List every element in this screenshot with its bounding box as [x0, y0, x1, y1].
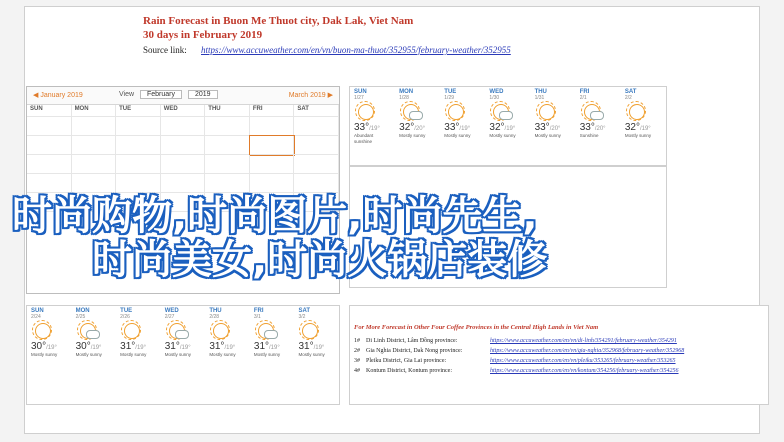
- more-forecast-list: [354, 336, 768, 376]
- calendar-day-cell[interactable]: [294, 117, 339, 136]
- calendar-day-cell[interactable]: [205, 193, 250, 212]
- calendar-day-cell[interactable]: [250, 117, 295, 136]
- high-temp: 33°: [579, 122, 595, 133]
- calendar-day-cell[interactable]: [27, 174, 72, 193]
- month-calendar: [26, 86, 340, 294]
- forecast-day[interactable]: [395, 87, 440, 165]
- item-place: Gia Nghia District, Dak Nong province:: [366, 348, 463, 354]
- forecast-day-name: FRI: [253, 308, 264, 314]
- forecast-temp: [298, 341, 335, 352]
- page-title: Rain Forecast in Buon Me Thuot city, Dak Lak, Viet Nam: [143, 15, 414, 27]
- forecast-day-name: WED: [489, 89, 504, 95]
- forecast-date: 2/25: [75, 314, 86, 320]
- low-temp: /20°: [549, 126, 561, 132]
- item-number: 1#: [354, 338, 360, 344]
- forecast-day[interactable]: [485, 87, 530, 165]
- forecast-day-name: SUN: [354, 89, 367, 95]
- partly-sunny-icon: [584, 104, 600, 120]
- day-header: THU: [205, 105, 250, 117]
- partly-sunny-icon: [493, 104, 509, 120]
- partly-sunny-icon: [80, 323, 96, 339]
- low-temp: /19°: [90, 345, 102, 351]
- sunny-icon: [124, 323, 140, 339]
- sunny-icon: [539, 104, 555, 120]
- item-link[interactable]: https://www.accuweather.com/en/vn/gia-nghia/352968/february-weather/352968: [490, 348, 685, 354]
- forecast-temp: [535, 122, 572, 133]
- partly-sunny-icon: [169, 323, 185, 339]
- low-temp: /20°: [414, 126, 426, 132]
- forecast-temp: [580, 122, 617, 133]
- calendar-day-cell[interactable]: [294, 136, 339, 155]
- calendar-day-cell[interactable]: [161, 117, 206, 136]
- calendar-day-cell[interactable]: [116, 193, 161, 212]
- forecast-temp: [120, 341, 157, 352]
- low-temp: /20°: [594, 126, 606, 132]
- low-temp: /19°: [135, 345, 147, 351]
- low-temp: /19°: [369, 126, 380, 132]
- forecast-desc: Mostly sunny: [489, 133, 516, 138]
- calendar-day-cell[interactable]: [161, 136, 206, 155]
- calendar-day-cell[interactable]: [205, 155, 250, 174]
- forecast-desc: Sunshine: [579, 133, 599, 138]
- calendar-day-cell[interactable]: [161, 155, 206, 174]
- forecast-temp: [31, 341, 68, 352]
- partly-sunny-icon: [403, 104, 419, 120]
- overlay-text-line2: 时尚美女,时尚火锅店装修: [92, 237, 548, 283]
- calendar-day-cell[interactable]: [116, 155, 161, 174]
- forecast-date: 1/31: [534, 95, 545, 101]
- calendar-day-cell[interactable]: [116, 174, 161, 193]
- forecast-panel-middle: [349, 166, 667, 288]
- calendar-nav-bar: [27, 87, 339, 105]
- source-line: [143, 42, 511, 58]
- sunny-icon: [302, 323, 318, 339]
- low-temp: /19°: [46, 345, 57, 351]
- low-temp: /19°: [179, 345, 191, 351]
- forecast-temp: [165, 341, 202, 352]
- forecast-temp: [76, 341, 113, 352]
- partly-sunny-icon: [258, 323, 274, 339]
- high-temp: 33°: [354, 122, 370, 133]
- calendar-day-cell[interactable]: [72, 174, 117, 193]
- forecast-day-name: SUN: [31, 308, 44, 314]
- calendar-day-cell[interactable]: [250, 193, 295, 212]
- day-header: MON: [72, 105, 117, 117]
- calendar-day-cell[interactable]: [72, 193, 117, 212]
- calendar-day-cell[interactable]: [294, 174, 339, 193]
- low-temp: /19°: [504, 126, 516, 132]
- forecast-date: 2/24: [31, 314, 41, 320]
- more-forecast-box: [349, 305, 769, 405]
- view-controls: [119, 90, 218, 99]
- forecast-date: 2/28: [209, 314, 220, 320]
- forecast-day-name: MON: [399, 89, 414, 95]
- source-label: Source link:: [143, 45, 187, 55]
- forecast-desc: Abundant sunshine: [354, 133, 374, 144]
- sunny-icon: [35, 323, 51, 339]
- forecast-desc: Mostly sunny: [164, 352, 191, 357]
- forecast-day[interactable]: [205, 306, 250, 404]
- calendar-day-cell[interactable]: [250, 155, 295, 174]
- calendar-day-cell[interactable]: [161, 174, 206, 193]
- forecast-desc: Mostly sunny: [120, 352, 147, 357]
- item-number: 4#: [354, 368, 360, 374]
- forecast-date: 3/2: [298, 314, 306, 320]
- page-subtitle: 30 days in February 2019: [143, 29, 263, 41]
- item-link[interactable]: https://www.accuweather.com/en/vn/pleiku/353265/february-weather/353265: [490, 358, 676, 364]
- sunny-icon: [629, 104, 645, 120]
- overlay-text-line1: 时尚购物,时尚图片,时尚先生,: [12, 193, 538, 239]
- forecast-date: 1/30: [489, 95, 500, 101]
- forecast-panel-bottom: [26, 305, 340, 405]
- forecast-day-name: THU: [209, 308, 222, 314]
- calendar-day-cell[interactable]: [161, 193, 206, 212]
- forecast-desc: Mostly sunny: [444, 133, 471, 138]
- calendar-day-cell[interactable]: [205, 117, 250, 136]
- more-forecast-title: For More Forecast in Other Four Coffee Provinces in the Central High Lands in Viet Nam: [354, 324, 599, 331]
- high-temp: 33°: [444, 122, 460, 133]
- next-month-link[interactable]: March 2019 ▶: [288, 92, 333, 99]
- calendar-day-cell[interactable]: [72, 155, 117, 174]
- low-temp: /19°: [459, 126, 471, 132]
- view-label: View: [119, 91, 135, 98]
- forecast-row: [350, 87, 666, 165]
- low-temp: /19°: [224, 345, 236, 351]
- calendar-day-cell[interactable]: [27, 136, 72, 155]
- calendar-grid: [27, 105, 339, 212]
- high-temp: 32°: [399, 122, 415, 133]
- forecast-day-name: WED: [164, 308, 179, 314]
- item-number: 3#: [354, 358, 360, 364]
- day-header: FRI: [250, 105, 295, 117]
- forecast-date: 2/27: [164, 314, 175, 320]
- forecast-date: 2/2: [624, 95, 632, 101]
- forecast-temp: [354, 122, 391, 133]
- forecast-day[interactable]: [350, 87, 395, 165]
- item-number: 2#: [354, 348, 360, 354]
- forecast-date: 2/1: [579, 95, 587, 101]
- calendar-day-cell[interactable]: [250, 174, 295, 193]
- forecast-day-name: THU: [534, 89, 547, 95]
- forecast-temp: [489, 122, 526, 133]
- forecast-day[interactable]: [576, 87, 621, 165]
- day-header: SAT: [294, 105, 339, 117]
- forecast-day-name: SAT: [298, 308, 311, 314]
- forecast-day-name: MON: [75, 308, 90, 314]
- forecast-day[interactable]: [72, 306, 117, 404]
- item-link[interactable]: https://www.accuweather.com/en/vn/di-linh/354291/february-weather/354291: [490, 338, 677, 344]
- calendar-day-cell[interactable]: [294, 155, 339, 174]
- year-select[interactable]: 2019: [188, 90, 218, 99]
- high-temp: 31°: [209, 341, 225, 352]
- calendar-day-cell[interactable]: [205, 174, 250, 193]
- forecast-date: 1/27: [354, 95, 364, 101]
- forecast-day-name: TUE: [444, 89, 457, 95]
- high-temp: 31°: [253, 341, 270, 352]
- forecast-temp: [444, 122, 481, 133]
- item-place: Pleiku District, Gia Lai province:: [366, 358, 447, 364]
- item-place: Di Linh District, Lâm Đồng province:: [366, 338, 458, 344]
- forecast-day-name: SAT: [624, 89, 637, 95]
- high-temp: 31°: [120, 341, 136, 352]
- forecast-day[interactable]: [621, 87, 666, 165]
- forecast-desc: Mostly sunny: [253, 352, 281, 357]
- high-temp: 30°: [75, 341, 91, 352]
- source-link[interactable]: https://www.accuweather.com/en/vn/buon-ma-thuot/352955/february-weather/352955: [201, 45, 511, 55]
- more-forecast-item: [354, 366, 768, 376]
- forecast-row: [27, 306, 339, 404]
- calendar-day-cell[interactable]: [205, 136, 250, 155]
- forecast-day[interactable]: [531, 87, 576, 165]
- forecast-day[interactable]: [440, 87, 485, 165]
- more-forecast-item: [354, 336, 768, 346]
- forecast-date: 2/26: [120, 314, 130, 320]
- forecast-date: 1/28: [399, 95, 409, 101]
- low-temp: /19°: [269, 345, 280, 351]
- forecast-desc: Mostly sunny: [75, 352, 102, 357]
- calendar-day-cell[interactable]: [116, 136, 161, 155]
- forecast-desc: Mostly sunny: [534, 133, 561, 138]
- forecast-day[interactable]: [250, 306, 295, 404]
- item-link[interactable]: https://www.accuweather.com/en/vn/kontum/354256/february-weather/354256: [490, 368, 679, 374]
- forecast-day-name: FRI: [579, 89, 590, 95]
- item-place: Kontum District, Kontum province:: [366, 368, 452, 374]
- calendar-day-cell[interactable]: [27, 193, 72, 212]
- high-temp: 33°: [534, 122, 550, 133]
- forecast-temp: [254, 341, 291, 352]
- high-temp: 30°: [31, 341, 47, 352]
- sunny-icon: [213, 323, 229, 339]
- forecast-date: 1/29: [444, 95, 455, 101]
- high-temp: 32°: [489, 122, 505, 133]
- calendar-day-cell[interactable]: [72, 136, 117, 155]
- forecast-day[interactable]: [27, 306, 72, 404]
- low-temp: /19°: [639, 126, 651, 132]
- forecast-desc: Mostly sunny: [624, 133, 652, 138]
- month-select[interactable]: February: [140, 90, 182, 99]
- calendar-day-cell[interactable]: [116, 117, 161, 136]
- forecast-desc: Mostly sunny: [298, 352, 325, 357]
- high-temp: 31°: [298, 341, 314, 352]
- forecast-header: [143, 14, 511, 58]
- more-forecast-item: [354, 356, 768, 366]
- sunny-icon: [358, 104, 374, 120]
- forecast-temp: [209, 341, 246, 352]
- day-header: WED: [161, 105, 206, 117]
- forecast-desc: Mostly sunny: [399, 133, 426, 138]
- forecast-date: 3/1: [253, 314, 261, 320]
- low-temp: /19°: [313, 345, 325, 351]
- calendar-day-cell[interactable]: [27, 155, 72, 174]
- forecast-desc: Mostly sunny: [31, 352, 58, 357]
- forecast-temp: [399, 122, 436, 133]
- forecast-day[interactable]: [116, 306, 161, 404]
- calendar-day-cell[interactable]: [72, 117, 117, 136]
- calendar-day-cell[interactable]: [250, 136, 295, 155]
- calendar-day-cell[interactable]: [294, 193, 339, 212]
- forecast-desc: Mostly sunny: [209, 352, 236, 357]
- high-temp: 31°: [164, 341, 180, 352]
- more-forecast-item: [354, 346, 768, 356]
- calendar-day-cell[interactable]: [27, 117, 72, 136]
- day-header: TUE: [116, 105, 161, 117]
- sunny-icon: [448, 104, 464, 120]
- forecast-day-name: TUE: [120, 308, 133, 314]
- high-temp: 32°: [624, 122, 640, 133]
- day-header: SUN: [27, 105, 72, 117]
- prev-month-link[interactable]: ◀ January 2019: [33, 92, 83, 99]
- forecast-panel-top: [349, 86, 667, 166]
- forecast-temp: [625, 122, 662, 133]
- forecast-day[interactable]: [294, 306, 339, 404]
- forecast-day[interactable]: [161, 306, 206, 404]
